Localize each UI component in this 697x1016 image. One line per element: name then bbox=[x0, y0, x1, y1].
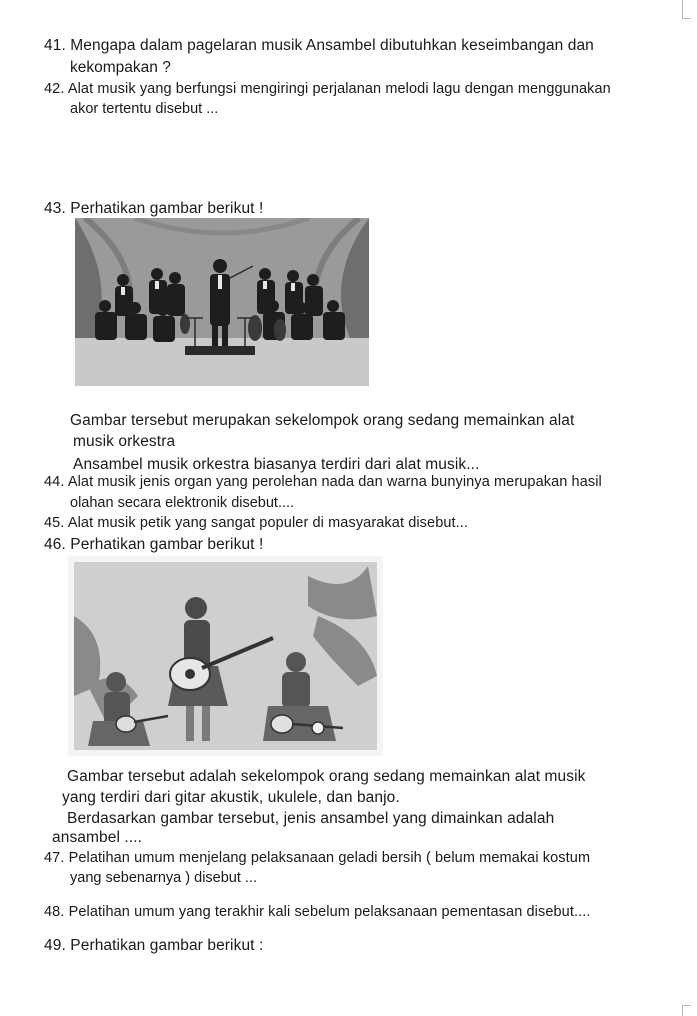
question-46-caption-line4: ansambel .... bbox=[52, 829, 143, 846]
question-number: 46. bbox=[44, 536, 66, 553]
question-number: 48. bbox=[44, 904, 65, 920]
question-43-caption-line2: musik orkestra bbox=[73, 433, 176, 450]
page-corner-mark-bottom bbox=[682, 1005, 691, 1016]
orchestra-image bbox=[75, 218, 369, 386]
question-46-caption-line3: Berdasarkan gambar tersebut, jenis ansambel yang dimainkan adalah bbox=[67, 810, 555, 827]
question-45 bbox=[44, 513, 468, 534]
question-43-caption-line1: Gambar tersebut merupakan sekelompok orang sedang memainkan alat bbox=[70, 412, 575, 429]
question-number: 47. bbox=[44, 850, 65, 866]
question-text: Perhatikan gambar berikut ! bbox=[70, 536, 264, 553]
question-46-caption-line2: yang terdiri dari gitar akustik, ukulele, dan banjo. bbox=[62, 789, 400, 806]
question-42-line2: akor tertentu disebut ... bbox=[70, 101, 219, 117]
question-48 bbox=[44, 902, 590, 923]
question-number: 49. bbox=[44, 937, 66, 954]
question-44 bbox=[44, 472, 602, 493]
question-text: Alat musik jenis organ yang perolehan nada dan warna bunyinya merupakan hasil bbox=[67, 474, 602, 490]
page-corner-mark bbox=[682, 0, 691, 19]
question-46 bbox=[44, 534, 263, 555]
question-text: Perhatikan gambar berikut ! bbox=[70, 200, 264, 217]
question-42 bbox=[44, 79, 611, 100]
question-44-line2: olahan secara elektronik disebut.... bbox=[70, 495, 295, 511]
question-49 bbox=[44, 935, 263, 956]
question-46-caption-line1: Gambar tersebut adalah sekelompok orang sedang memainkan alat musik bbox=[67, 768, 586, 785]
question-text: Alat musik petik yang sangat populer di masyarakat disebut... bbox=[67, 515, 469, 531]
question-number: 43. bbox=[44, 200, 66, 217]
question-41 bbox=[44, 35, 594, 56]
question-number: 42. bbox=[44, 81, 65, 97]
question-47 bbox=[44, 848, 590, 869]
question-number: 44. bbox=[44, 474, 65, 490]
question-text: Pelatihan umum yang terakhir kali sebelum pelaksanaan pementasan disebut.... bbox=[68, 904, 591, 920]
question-43 bbox=[44, 198, 263, 219]
question-43-caption-line3: Ansambel musik orkestra biasanya terdiri dari alat musik... bbox=[73, 456, 480, 473]
question-47-line2: yang sebenarnya ) disebut ... bbox=[70, 870, 258, 886]
question-text: Alat musik yang berfungsi mengiringi perjalanan melodi lagu dengan menggunakan bbox=[67, 81, 611, 97]
question-number: 41. bbox=[44, 37, 66, 54]
question-text: Mengapa dalam pagelaran musik Ansambel dibutuhkan keseimbangan dan bbox=[70, 37, 594, 54]
question-41-line2: kekompakan ? bbox=[70, 59, 171, 76]
ensemble-photo bbox=[68, 556, 383, 756]
question-number: 45. bbox=[44, 515, 65, 531]
question-text: Perhatikan gambar berikut : bbox=[70, 937, 264, 954]
question-text: Pelatihan umum menjelang pelaksanaan geladi bersih ( belum memakai kostum bbox=[68, 850, 591, 866]
